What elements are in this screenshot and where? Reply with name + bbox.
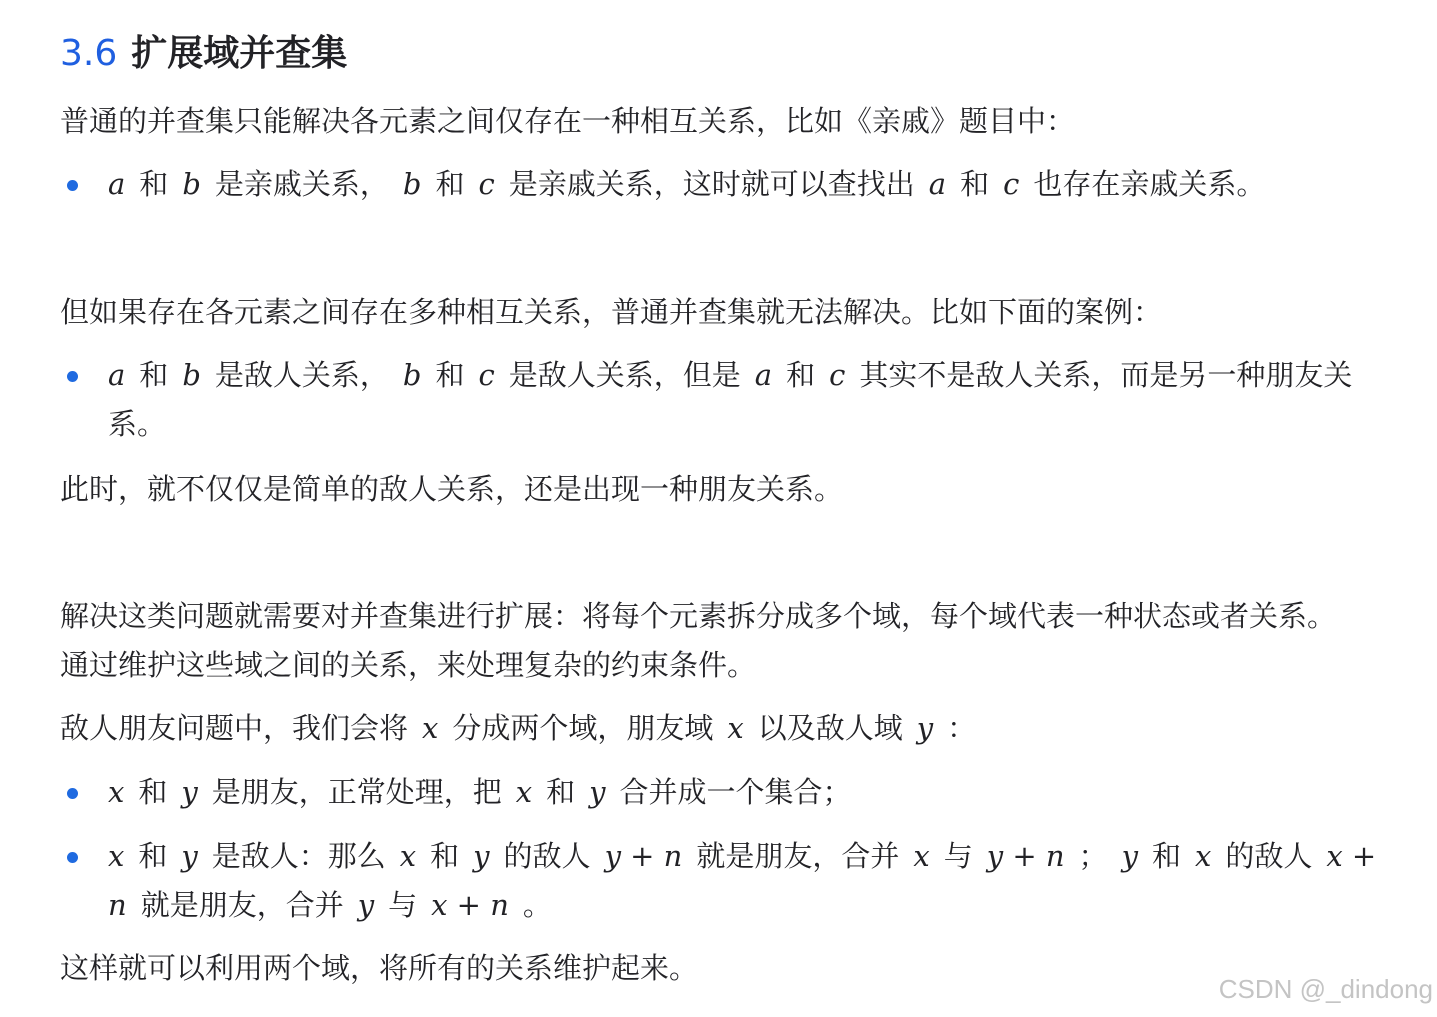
list-text: 是敌人关系，但是 bbox=[508, 358, 741, 392]
math-var: x + n bbox=[431, 888, 509, 922]
list-item-friends bbox=[108, 768, 852, 817]
math-var: x bbox=[727, 711, 744, 745]
paragraph-friend-relation: 此时，就不仅仅是简单的敌人关系，还是出现一种朋友关系。 bbox=[60, 472, 844, 506]
math-var: x bbox=[515, 775, 533, 809]
bullet-icon bbox=[67, 852, 78, 863]
list-text: 其实不是敌人关系，而是另一种朋友关系。 bbox=[108, 358, 1353, 441]
list-text: 是朋友，正常处理，把 bbox=[211, 775, 502, 809]
math-var: b bbox=[402, 167, 422, 201]
list-text: 和 bbox=[138, 839, 168, 873]
math-var: x bbox=[913, 839, 930, 873]
math-var: x bbox=[399, 839, 417, 873]
list-text: 和 bbox=[139, 358, 169, 392]
paragraph-multi-relation: 但如果存在各元素之间存在多种相互关系，普通并查集就无法解决。比如下面的案例： bbox=[60, 295, 1163, 329]
math-var: a bbox=[108, 358, 126, 392]
math-var: c bbox=[1003, 167, 1020, 201]
math-var: y + n bbox=[986, 839, 1065, 873]
math-var: a bbox=[754, 358, 773, 392]
list-text: 和 bbox=[435, 167, 465, 201]
list-text: 也存在亲戚关系。 bbox=[1033, 167, 1266, 201]
math-var: y bbox=[916, 711, 934, 745]
math-var: y bbox=[181, 775, 198, 809]
math-var: x bbox=[108, 839, 125, 873]
list-text: 和 bbox=[430, 839, 460, 873]
list-text: 合并成一个集合； bbox=[619, 775, 852, 809]
math-var: x bbox=[1194, 839, 1212, 873]
math-var: y + n bbox=[604, 839, 683, 873]
list-item-enemies bbox=[108, 832, 1398, 930]
list-text: 是亲戚关系， bbox=[214, 167, 389, 201]
math-var: x bbox=[108, 775, 125, 809]
math-var: y bbox=[357, 888, 375, 922]
list-text: 是敌人关系， bbox=[214, 358, 389, 392]
list-text: 和 bbox=[960, 167, 990, 201]
math-var: x bbox=[422, 711, 439, 745]
list-text: 和 bbox=[546, 775, 576, 809]
math-var: y bbox=[181, 839, 198, 873]
section-heading bbox=[60, 30, 347, 78]
list-text: 的敌人 bbox=[1225, 839, 1313, 873]
section-number: 3.6 bbox=[60, 33, 118, 74]
math-var: a bbox=[928, 167, 947, 201]
list-text: 和 bbox=[138, 775, 168, 809]
math-var: b bbox=[402, 358, 422, 392]
list-text: 和 bbox=[786, 358, 816, 392]
math-var: b bbox=[182, 358, 201, 392]
list-text: 的敌人 bbox=[503, 839, 591, 873]
list-item-kinship bbox=[108, 160, 1265, 209]
bullet-icon bbox=[67, 788, 78, 799]
paragraph-intro: 普通的并查集只能解决各元素之间仅存在一种相互关系，比如《亲戚》题目中： bbox=[60, 104, 1076, 138]
list-text: ； bbox=[1078, 839, 1108, 873]
math-var: y bbox=[473, 839, 490, 873]
section-title: 扩展域并查集 bbox=[131, 33, 348, 74]
math-var: b bbox=[182, 167, 201, 201]
paragraph-enemy-friend bbox=[60, 704, 976, 753]
bullet-icon bbox=[67, 180, 78, 191]
paragraph-solution-line2: 通过维护这些域之间的关系，来处理复杂的约束条件。 bbox=[60, 648, 757, 682]
math-var: c bbox=[478, 167, 495, 201]
csdn-watermark: CSDN @_dindong bbox=[1218, 974, 1433, 1004]
math-var: y bbox=[1121, 839, 1138, 873]
math-var: c bbox=[829, 358, 846, 392]
list-text: 。 bbox=[522, 888, 552, 922]
math-var: a bbox=[108, 167, 126, 201]
list-text: 是亲戚关系，这时就可以查找出 bbox=[508, 167, 915, 201]
paragraph-solution-line1: 解决这类问题就需要对并查集进行扩展：将每个元素拆分成多个域，每个域代表一种状态或者关系。 bbox=[60, 599, 1337, 633]
math-var: c bbox=[478, 358, 495, 392]
para-text: 以及敌人域 bbox=[757, 711, 903, 745]
list-text: 就是朋友，合并 bbox=[140, 888, 344, 922]
list-text: 和 bbox=[139, 167, 169, 201]
para-text: 敌人朋友问题中，我们会将 bbox=[60, 711, 409, 745]
list-item-enemy bbox=[108, 351, 1398, 449]
list-text: 与 bbox=[388, 888, 418, 922]
list-text: 与 bbox=[943, 839, 973, 873]
list-text: 和 bbox=[435, 358, 465, 392]
list-text: 就是朋友，合并 bbox=[696, 839, 900, 873]
para-text: 分成两个域，朋友域 bbox=[452, 711, 714, 745]
math-var: y bbox=[589, 775, 606, 809]
list-text: 和 bbox=[1151, 839, 1181, 873]
para-text: ： bbox=[947, 711, 977, 745]
bullet-icon bbox=[67, 371, 78, 382]
list-text: 是敌人：那么 bbox=[211, 839, 386, 873]
paragraph-conclusion: 这样就可以利用两个域，将所有的关系维护起来。 bbox=[60, 951, 699, 985]
math-var: x + n bbox=[108, 839, 1377, 922]
